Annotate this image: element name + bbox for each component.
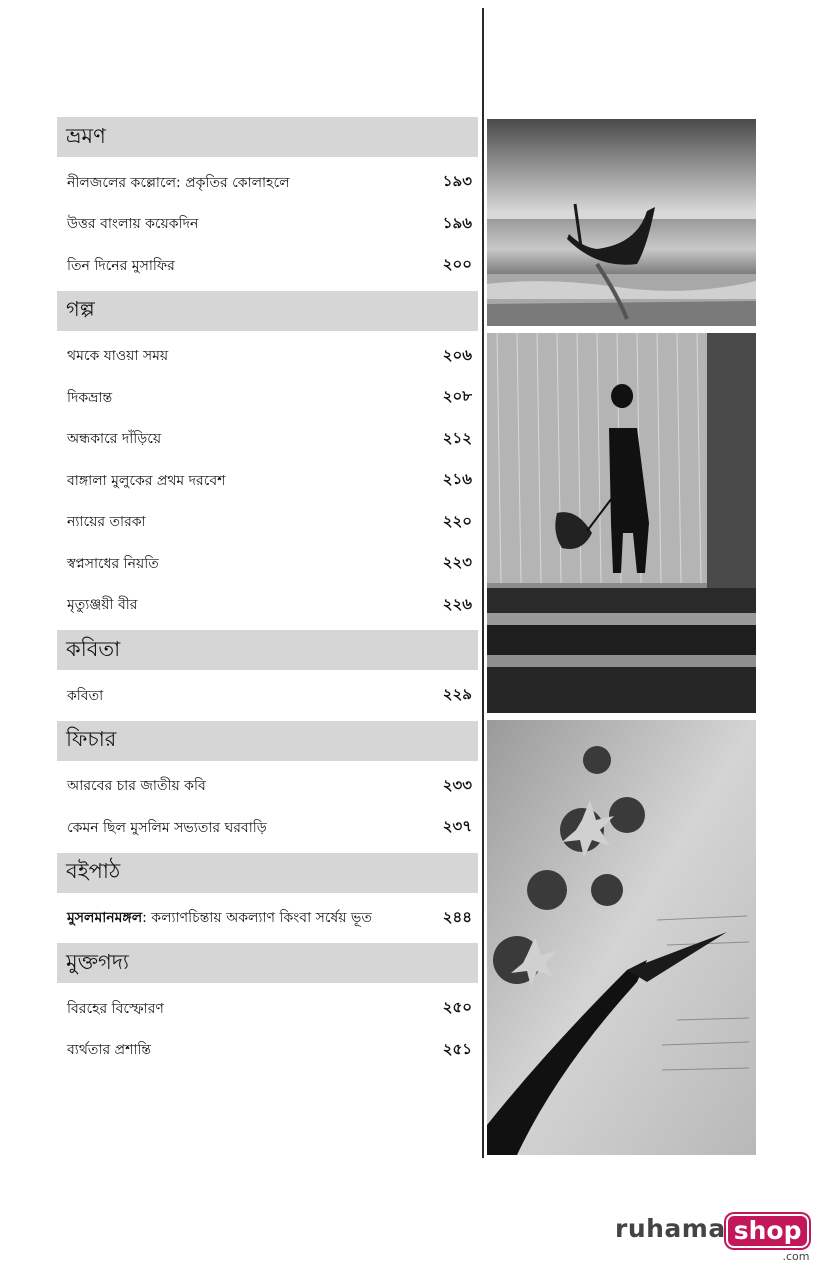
- rain-silhouette-photo: [487, 333, 756, 713]
- entry-title: অন্ধকারে দাঁড়িয়ে: [67, 431, 162, 448]
- table-of-contents: [57, 117, 478, 1071]
- boat-beach-photo: [487, 119, 756, 326]
- entry-title-rest: : কল্যাণচিন্তায় অকল্যাণ কিংবা সর্ষেয় ভূত: [142, 910, 372, 927]
- toc-entry[interactable]: [57, 675, 478, 717]
- entry-page-number: ১৯৩: [442, 172, 472, 191]
- toc-entry[interactable]: [57, 807, 478, 849]
- toc-entry[interactable]: [57, 585, 478, 627]
- entry-page-number: ১৯৬: [442, 213, 472, 232]
- section-heading-book-review: বইপাঠ: [57, 853, 478, 893]
- toc-entry[interactable]: [57, 502, 478, 544]
- toc-entry[interactable]: [57, 898, 478, 940]
- entry-page-number: ২০৬: [442, 345, 472, 364]
- entry-title: ব্যর্থতার প্রশান্তি: [67, 1042, 152, 1059]
- toc-entry[interactable]: [57, 162, 478, 204]
- entry-title: আরবের চার জাতীয় কবি: [67, 778, 206, 795]
- entry-page-number: ২৫১: [442, 1039, 472, 1058]
- section-heading-travel: ভ্রমণ: [57, 117, 478, 157]
- entry-page-number: ২৩৩: [442, 775, 472, 794]
- entry-page-number: ২২০: [442, 511, 472, 530]
- entry-title-bold: মুসলমানমঙ্গল: [67, 910, 143, 927]
- entry-title: নীলজলের কল্লোলে: প্রকৃতির কোলাহলে: [67, 174, 290, 191]
- entry-title: কেমন ছিল মুসলিম সভ্যতার ঘরবাড়ি: [67, 819, 267, 836]
- logo-name: ruhama: [615, 1214, 726, 1243]
- entry-page-number: ২২৩: [442, 553, 472, 572]
- toc-entry[interactable]: [57, 377, 478, 419]
- section-heading-feature: ফিচার: [57, 721, 478, 761]
- entry-title: বিরহের বিস্ফোরণ: [67, 1000, 164, 1017]
- entry-page-number: ২০৮: [442, 387, 472, 406]
- entry-page-number: ২২৬: [442, 594, 472, 613]
- toc-entry[interactable]: [57, 766, 478, 808]
- entry-title: থমকে যাওয়া সময়: [67, 348, 169, 365]
- entry-page-number: ২১৬: [442, 470, 472, 489]
- toc-entry[interactable]: [57, 988, 478, 1030]
- pen-flowers-photo: [487, 720, 756, 1155]
- logo-shop-badge: shop: [726, 1214, 810, 1248]
- entry-title: উত্তর বাংলায় কয়েকদিন: [67, 216, 199, 233]
- entry-page-number: ২০০: [442, 255, 472, 274]
- entry-page-number: ২৫০: [442, 998, 472, 1017]
- entry-title: তিন দিনের মুসাফির: [67, 257, 175, 274]
- entry-title: দিকভ্রান্ত: [67, 389, 113, 406]
- section-heading-poetry: কবিতা: [57, 630, 478, 670]
- section-heading-story: গল্প: [57, 291, 478, 331]
- toc-entry[interactable]: [57, 336, 478, 378]
- entry-page-number: ২১২: [442, 428, 472, 447]
- entry-page-number: ২৪৪: [442, 907, 472, 926]
- ruhamashop-logo[interactable]: [615, 1214, 809, 1263]
- logo-domain: .com: [782, 1250, 810, 1263]
- toc-entry[interactable]: [57, 245, 478, 287]
- entry-title: স্বপ্নসাধের নিয়তি: [67, 555, 159, 572]
- entry-page-number: ২৩৭: [442, 817, 472, 836]
- entry-title: ন্যায়ের তারকা: [67, 514, 146, 531]
- entry-title: বাঙ্গালা মুলুকের প্রথম দরবেশ: [67, 472, 226, 489]
- toc-entry[interactable]: [57, 1030, 478, 1072]
- entry-page-number: ২২৯: [442, 685, 472, 704]
- toc-entry[interactable]: [57, 460, 478, 502]
- toc-entry[interactable]: [57, 543, 478, 585]
- section-heading-free-prose: মুক্তগদ্য: [57, 943, 478, 983]
- toc-entry[interactable]: [57, 204, 478, 246]
- toc-entry[interactable]: [57, 419, 478, 461]
- entry-title: মৃত্যুঞ্জয়ী বীর: [67, 597, 138, 614]
- column-divider: [482, 8, 484, 1158]
- entry-title: কবিতা: [67, 687, 104, 704]
- entry-title: [67, 906, 372, 930]
